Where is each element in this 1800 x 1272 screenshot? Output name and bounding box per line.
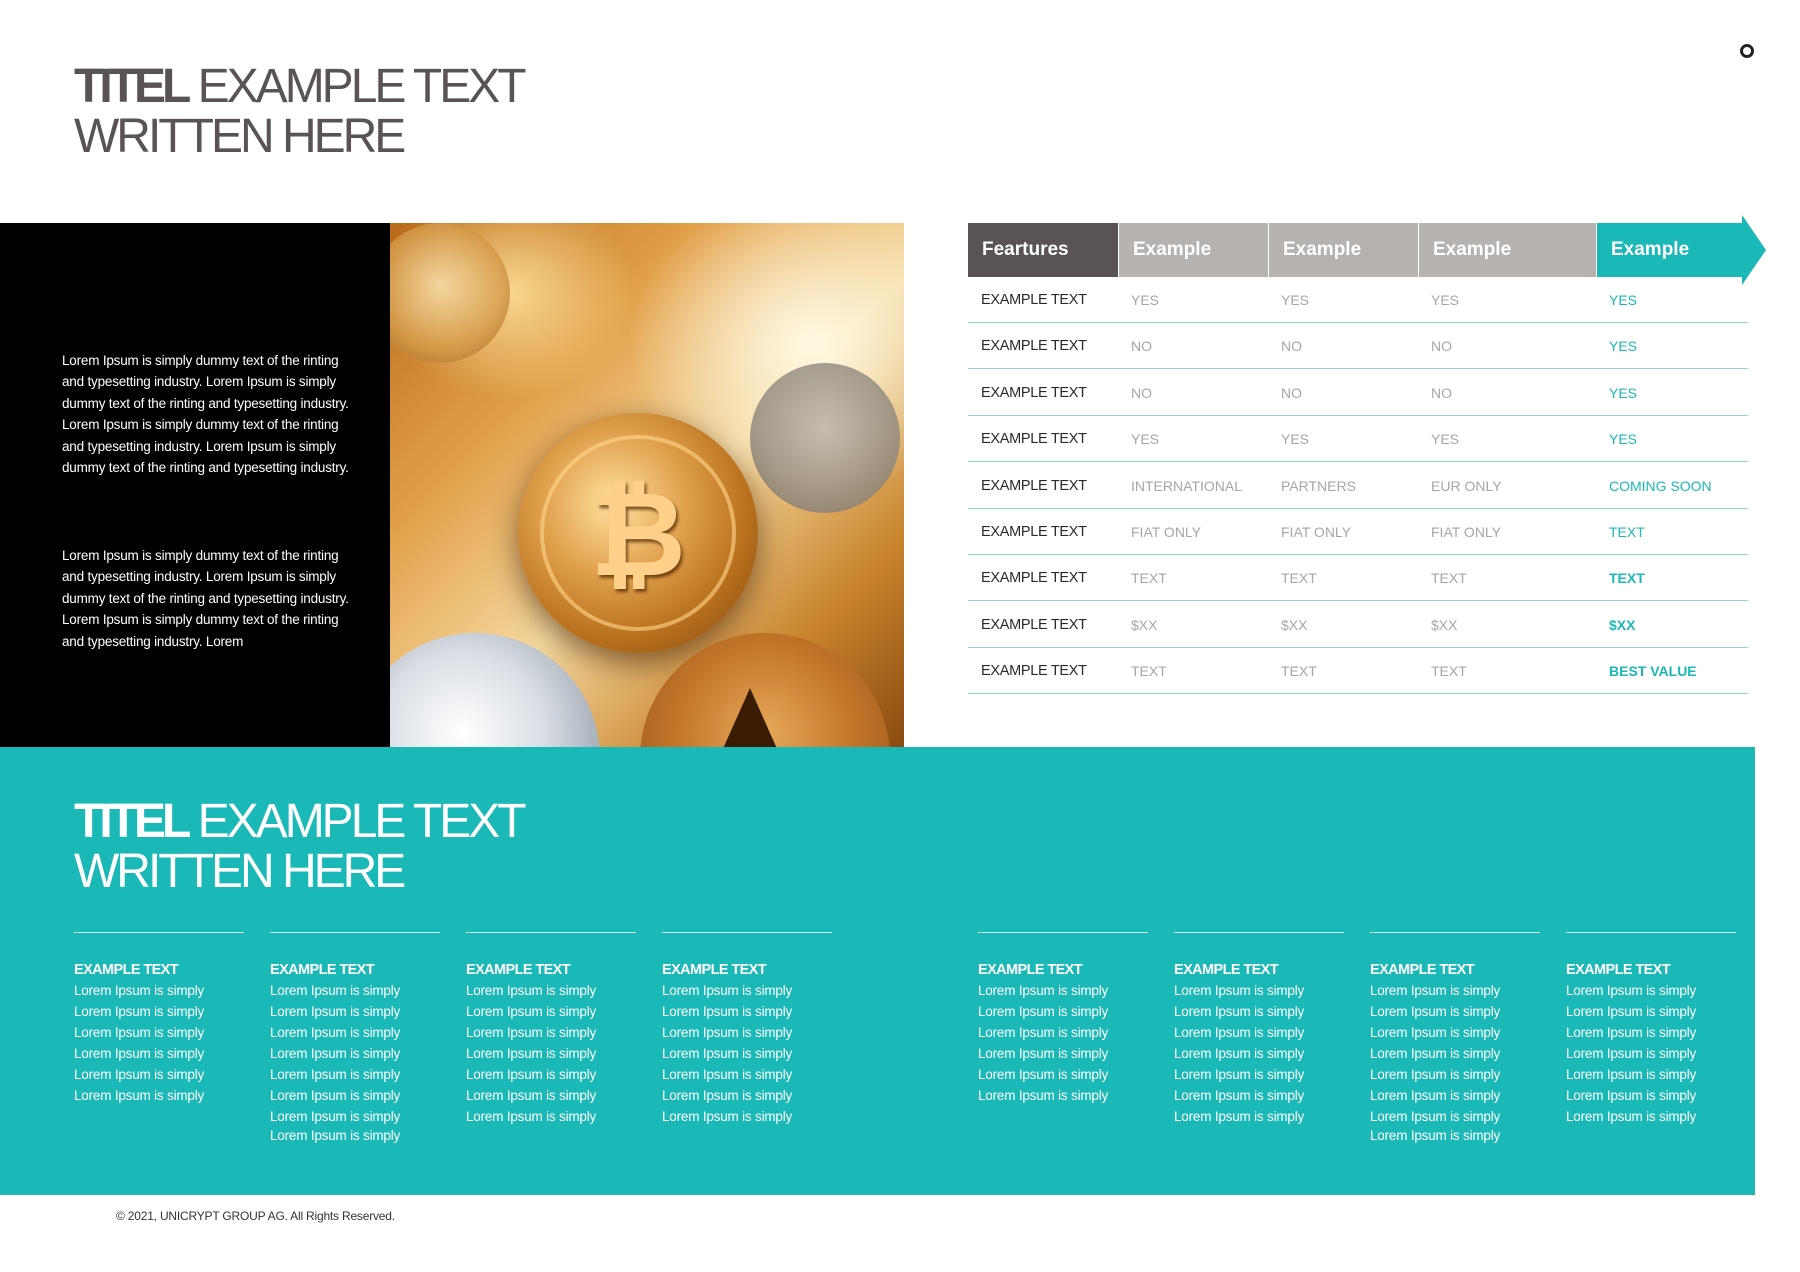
- bitcoin-coin-icon: ₿: [518, 413, 758, 653]
- table-cell: YES: [1609, 384, 1638, 401]
- column-text-line: Lorem Ipsum is simply: [74, 1046, 205, 1061]
- page-title-bold: TITEL: [74, 60, 188, 113]
- table-cell: TEXT: [1281, 663, 1317, 680]
- column-text-line: Lorem Ipsum is simply: [662, 1025, 793, 1040]
- column-text-line: Lorem Ipsum is simply: [1370, 1088, 1501, 1103]
- table-cell: YES: [1609, 292, 1638, 308]
- column-text-line: Lorem Ipsum is simply: [466, 1088, 597, 1103]
- footer-copyright: © 2021, UNICRYPT GROUP AG. All Rights Reserved.: [116, 1209, 395, 1223]
- table-row: [968, 416, 1748, 462]
- column-text-line: Lorem Ipsum is simply: [466, 1109, 597, 1124]
- logo-icon: [1740, 44, 1754, 58]
- table-header-features: Feartures: [968, 223, 1118, 277]
- table-cell: NO: [1281, 384, 1302, 401]
- column-text-line: Lorem Ipsum is simply: [270, 983, 401, 998]
- ethereum-coin-icon: [640, 633, 890, 747]
- column-text-line: Lorem Ipsum is simply: [270, 1046, 401, 1061]
- section-title-rest: EXAMPLE TEXT: [187, 795, 524, 848]
- column-text-line: Lorem Ipsum is simply: [662, 1046, 793, 1061]
- column-text-line: Lorem Ipsum is simply: [1566, 1025, 1697, 1040]
- column-text-line: Lorem Ipsum is simply: [978, 983, 1109, 998]
- column-text-line: Lorem Ipsum is simply: [978, 1088, 1109, 1103]
- table-row: [968, 463, 1748, 509]
- table-cell: TEXT: [1431, 663, 1467, 680]
- table-cell: $XX: [1431, 616, 1458, 633]
- column-text-line: Lorem Ipsum is simply: [270, 1067, 401, 1082]
- column-text-line: Lorem Ipsum is simply: [1370, 1109, 1501, 1124]
- table-header-example-1: Example: [1119, 223, 1268, 277]
- column-text-line: Lorem Ipsum is simply: [1174, 1088, 1305, 1103]
- table-cell: TEXT: [1131, 570, 1167, 587]
- table-cell: $XX: [1281, 616, 1308, 633]
- table-cell-feature: EXAMPLE TEXT: [981, 616, 1087, 633]
- column-text-line: Lorem Ipsum is simply: [1566, 1088, 1697, 1103]
- table-cell: TEXT: [1281, 570, 1317, 587]
- column-text-line: Lorem Ipsum is simply: [662, 983, 793, 998]
- table-cell: TEXT: [1131, 663, 1167, 680]
- table-cell: TEXT: [1609, 570, 1645, 587]
- table-cell: TEXT: [1431, 570, 1467, 587]
- column-text-line: Lorem Ipsum is simply: [1370, 1067, 1501, 1082]
- info-column: [466, 932, 636, 1127]
- column-text-line: Lorem Ipsum is simply: [466, 1025, 597, 1040]
- column-divider: [978, 932, 1148, 933]
- table-cell: NO: [1431, 338, 1452, 355]
- header-arrow-icon: [1742, 215, 1766, 285]
- table-cell: YES: [1431, 292, 1460, 308]
- table-cell: NO: [1281, 338, 1302, 355]
- column-text-line: Lorem Ipsum is simply: [978, 1067, 1109, 1082]
- column-text-line: Lorem Ipsum is simply: [74, 983, 205, 998]
- column-divider: [1566, 932, 1736, 933]
- table-cell-feature: EXAMPLE TEXT: [981, 431, 1087, 448]
- column-divider: [662, 932, 832, 933]
- table-cell-feature: EXAMPLE TEXT: [981, 384, 1087, 401]
- column-text-line: Lorem Ipsum is simply: [1370, 1046, 1501, 1061]
- column-text-line: Lorem Ipsum is simply: [1174, 1067, 1305, 1082]
- info-column: [1370, 932, 1540, 1145]
- column-text-line: Lorem Ipsum is simply: [978, 1025, 1109, 1040]
- column-text-line: Lorem Ipsum is simply: [662, 1109, 793, 1124]
- column-text-line: Lorem Ipsum is simply: [1566, 1067, 1697, 1082]
- column-divider: [1370, 932, 1540, 933]
- background-coin: [750, 363, 900, 513]
- column-title: EXAMPLE TEXT: [1370, 962, 1474, 978]
- info-column: [1174, 932, 1344, 1127]
- column-divider: [466, 932, 636, 933]
- column-text-line: Lorem Ipsum is simply: [466, 1004, 597, 1019]
- column-text-line: Lorem Ipsum is simply: [1174, 1109, 1305, 1124]
- table-cell: TEXT: [1609, 524, 1645, 540]
- table-row: [968, 323, 1748, 369]
- background-coin: [390, 223, 510, 363]
- table-row: [968, 509, 1748, 555]
- table-cell: PARTNERS: [1281, 477, 1356, 494]
- column-text-line: Lorem Ipsum is simply: [270, 1004, 401, 1019]
- table-cell: FIAT ONLY: [1131, 524, 1202, 540]
- table-header-example-2: Example: [1269, 223, 1418, 277]
- column-text-line: Lorem Ipsum is simply: [74, 1025, 205, 1040]
- table-cell: YES: [1131, 292, 1160, 308]
- silver-coin-icon: [390, 633, 600, 747]
- column-text-line: Lorem Ipsum is simply: [74, 1067, 205, 1082]
- crypto-coins-photo: [390, 223, 904, 747]
- table-header-example-3: Example: [1419, 223, 1596, 277]
- table-cell: NO: [1431, 384, 1452, 401]
- column-title: EXAMPLE TEXT: [1566, 962, 1670, 978]
- table-cell: BEST VALUE: [1609, 663, 1697, 680]
- column-text-line: Lorem Ipsum is simply: [1174, 983, 1305, 998]
- column-text-line: Lorem Ipsum is simply: [1566, 1046, 1697, 1061]
- table-cell: NO: [1131, 338, 1152, 355]
- column-title: EXAMPLE TEXT: [74, 962, 178, 978]
- column-text-line: Lorem Ipsum is simply: [1370, 1128, 1501, 1143]
- black-text-panel: [0, 223, 390, 747]
- table-header-example-4: Example: [1597, 223, 1742, 277]
- table-cell-feature: EXAMPLE TEXT: [981, 338, 1087, 355]
- info-column: [662, 932, 832, 1127]
- panel-paragraph-1: Lorem Ipsum is simply dummy text of the rinting and typesetting industry. Lorem Ipsum is simply dummy text of the rinting and typesetting industry. Lorem Ipsum is simply dummy text of the rinting and typesetting industry. Lorem Ipsum is simply dummy text of the rinting and typesetting industry.: [62, 353, 349, 476]
- page-title-line2: WRITTEN HERE: [74, 110, 404, 163]
- page-title: [74, 62, 524, 162]
- table-row: [968, 555, 1748, 601]
- page-title-rest: EXAMPLE TEXT: [187, 60, 524, 113]
- table-cell: YES: [1609, 431, 1638, 448]
- column-text-line: Lorem Ipsum is simply: [1174, 1046, 1305, 1061]
- table-cell: YES: [1609, 338, 1638, 355]
- column-text-line: Lorem Ipsum is simply: [466, 983, 597, 998]
- column-text-line: Lorem Ipsum is simply: [1370, 1004, 1501, 1019]
- table-cell: YES: [1131, 431, 1160, 448]
- table-cell: YES: [1281, 431, 1310, 448]
- table-cell: NO: [1131, 384, 1152, 401]
- table-cell-feature: EXAMPLE TEXT: [981, 663, 1087, 680]
- column-text-line: Lorem Ipsum is simply: [1566, 983, 1697, 998]
- section-title: [74, 797, 524, 897]
- table-cell: $XX: [1131, 616, 1158, 633]
- column-text-line: Lorem Ipsum is simply: [978, 1046, 1109, 1061]
- section-title-bold: TITEL: [74, 795, 188, 848]
- column-text-line: Lorem Ipsum is simply: [270, 1088, 401, 1103]
- table-cell: FIAT ONLY: [1431, 524, 1502, 540]
- table-cell: COMING SOON: [1609, 477, 1712, 494]
- table-cell: EUR ONLY: [1431, 477, 1502, 494]
- table-cell: INTERNATIONAL: [1131, 477, 1242, 494]
- column-text-line: Lorem Ipsum is simply: [662, 1067, 793, 1082]
- column-divider: [74, 932, 244, 933]
- column-text-line: Lorem Ipsum is simply: [74, 1004, 205, 1019]
- table-cell-feature: EXAMPLE TEXT: [981, 292, 1087, 308]
- table-row: [968, 602, 1748, 648]
- column-title: EXAMPLE TEXT: [270, 962, 374, 978]
- section-title-line2: WRITTEN HERE: [74, 845, 404, 898]
- info-column: [74, 932, 244, 1106]
- column-text-line: Lorem Ipsum is simply: [466, 1046, 597, 1061]
- column-text-line: Lorem Ipsum is simply: [1566, 1109, 1697, 1124]
- column-text-line: Lorem Ipsum is simply: [270, 1109, 401, 1124]
- table-cell: YES: [1431, 431, 1460, 448]
- table-row: [968, 648, 1748, 694]
- column-text-line: Lorem Ipsum is simply: [1370, 1025, 1501, 1040]
- table-row: [968, 277, 1748, 323]
- table-row: [968, 370, 1748, 416]
- column-text-line: Lorem Ipsum is simply: [1370, 983, 1501, 998]
- teal-corner-decoration: [0, 1180, 26, 1195]
- table-cell: $XX: [1609, 616, 1636, 633]
- table-cell-feature: EXAMPLE TEXT: [981, 524, 1087, 540]
- column-title: EXAMPLE TEXT: [466, 962, 570, 978]
- column-title: EXAMPLE TEXT: [662, 962, 766, 978]
- table-cell: YES: [1281, 292, 1310, 308]
- column-text-line: Lorem Ipsum is simply: [74, 1088, 205, 1103]
- column-title: EXAMPLE TEXT: [1174, 962, 1278, 978]
- table-cell-feature: EXAMPLE TEXT: [981, 570, 1087, 587]
- column-text-line: Lorem Ipsum is simply: [270, 1025, 401, 1040]
- column-text-line: Lorem Ipsum is simply: [270, 1128, 401, 1143]
- panel-paragraph-2: Lorem Ipsum is simply dummy text of the rinting and typesetting industry. Lorem Ipsum is simply dummy text of the rinting and typesetting industry. Lorem Ipsum is simply dummy text of the rinting and typesetting industry. Lorem: [62, 548, 349, 649]
- column-text-line: Lorem Ipsum is simply: [662, 1088, 793, 1103]
- column-text-line: Lorem Ipsum is simply: [466, 1067, 597, 1082]
- column-divider: [1174, 932, 1344, 933]
- column-title: EXAMPLE TEXT: [978, 962, 1082, 978]
- column-text-line: Lorem Ipsum is simply: [1566, 1004, 1697, 1019]
- column-text-line: Lorem Ipsum is simply: [1174, 1025, 1305, 1040]
- info-column: [270, 932, 440, 1145]
- column-divider: [270, 932, 440, 933]
- column-text-line: Lorem Ipsum is simply: [1174, 1004, 1305, 1019]
- column-text-line: Lorem Ipsum is simply: [978, 1004, 1109, 1019]
- column-text-line: Lorem Ipsum is simply: [662, 1004, 793, 1019]
- info-column: [1566, 932, 1736, 1127]
- table-cell: FIAT ONLY: [1281, 524, 1352, 540]
- table-cell-feature: EXAMPLE TEXT: [981, 477, 1087, 494]
- info-column: [978, 932, 1148, 1106]
